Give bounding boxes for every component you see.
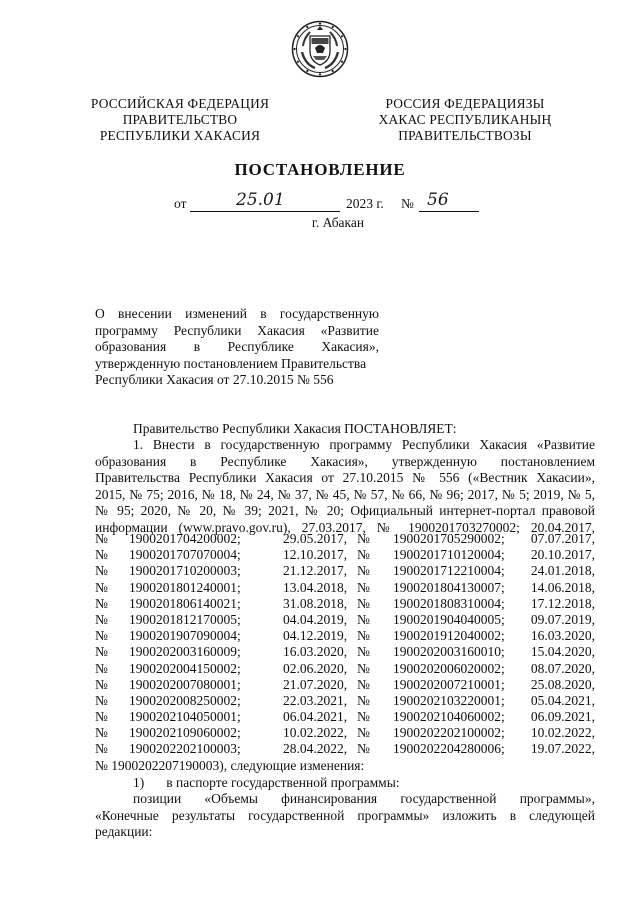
pub-number: 1900201705290002; — [393, 531, 505, 546]
publication-row — [95, 693, 595, 709]
pub-number: 1900201704200002; — [129, 531, 241, 546]
pub-date: 19.07.2022, — [530, 741, 595, 757]
pub-number: 1900201801240001; — [129, 579, 241, 595]
pub-date: 17.12.2018, — [530, 595, 595, 611]
publications-grid — [95, 531, 595, 758]
header-right-line-2: ХАКАС РЕСПУБЛИКАНЫҢ — [378, 112, 552, 127]
pub-number-sign: № — [95, 563, 108, 579]
publication-row — [95, 547, 595, 563]
subject-line: программу Республики Хакасия «Развитие — [95, 322, 379, 338]
pub-number-sign: № — [95, 709, 108, 725]
publication-row — [95, 628, 595, 644]
pub-number-sign: № — [357, 531, 370, 546]
pub-date: 24.01.2018, — [530, 563, 595, 579]
positions-line: редакции: — [95, 824, 153, 839]
pub-number: 1900201912040002; — [393, 628, 505, 644]
pub-number: 1900201904040005; — [393, 611, 505, 627]
pub-number-sign: № — [357, 725, 370, 741]
pub-number-sign: № — [357, 563, 370, 579]
publication-row — [95, 612, 595, 628]
pub-date: 05.04.2021, — [530, 692, 595, 708]
subject-block — [95, 306, 379, 389]
pub-number: 1900202003160009; — [129, 644, 241, 660]
pub-number-sign: № — [95, 741, 108, 757]
pub-number-sign: № — [95, 595, 108, 611]
item-1-line: образования в Республике Хакасия», утвержденную постановлением — [95, 453, 595, 469]
intro-paragraph: Правительство Республики Хакасия ПОСТАНОВЛЯЕТ: — [133, 421, 457, 436]
publication-row — [95, 709, 595, 725]
publication-row — [95, 677, 595, 693]
header-right-line-3: ПРАВИТЕЛЬСТВОЗЫ — [398, 128, 532, 143]
pub-number: 1900202007210001; — [393, 676, 505, 692]
number-label: № — [401, 196, 414, 211]
pub-date: 07.07.2017, — [530, 531, 595, 546]
item-1-line: 1. Внести в государственную программу Республики Хакасия «Развитие — [133, 437, 595, 452]
pub-number-sign: № — [357, 660, 370, 676]
pub-number-sign: № — [357, 595, 370, 611]
header-left-line-1: РОССИЙСКАЯ ФЕДЕРАЦИЯ — [90, 96, 270, 111]
item-1-line: 2015, № 75; 2016, № 18, № 24, № 37, № 45, № 57, № 66, № 96; 2017, № 5; 2019, № 5, — [95, 486, 595, 502]
positions-line: позиции «Объемы финансирования государственной программы», — [133, 791, 595, 806]
pub-number-sign: № — [95, 628, 108, 644]
pub-number-sign: № — [357, 547, 370, 563]
pub-date: 14.06.2018, — [530, 579, 595, 595]
pub-number: 1900202006020002; — [393, 660, 505, 676]
pub-number: 1900202204280006; — [393, 741, 505, 757]
header-left-line-3: РЕСПУБЛИКИ ХАКАСИЯ — [99, 128, 261, 143]
subject-line: О внесении изменений в государственную — [95, 306, 379, 321]
pub-number: 1900202004150002; — [129, 660, 241, 676]
publication-row — [95, 580, 595, 596]
pub-date: 09.07.2019, — [530, 611, 595, 627]
city: г. Абакан — [311, 215, 365, 230]
date-handwritten: 25.01 — [236, 190, 285, 210]
year-label: 2023 г. — [346, 196, 384, 211]
item-1-line: № 95; 2020, № 20, № 39; 2021, № 20; Официальный интернет-портал правовой — [95, 503, 595, 518]
pub-date: 12.10.2017, — [283, 547, 348, 563]
closing-line: № 1900202207190003), следующие изменения: — [95, 758, 365, 773]
publication-row — [95, 661, 595, 677]
pub-number: 1900201907090004; — [129, 628, 241, 644]
subitem-1 — [95, 775, 595, 792]
subject-line: образования в Республике Хакасия», — [95, 339, 379, 354]
pub-number-sign: № — [357, 709, 370, 725]
pub-number: 1900201710200003; — [129, 563, 241, 579]
pub-number-sign: № — [95, 579, 108, 595]
pub-date: 31.08.2018, — [283, 595, 348, 611]
publication-row — [95, 596, 595, 612]
pub-date: 06.04.2021, — [283, 709, 348, 725]
header-left-line-2: ПРАВИТЕЛЬСТВО — [122, 112, 238, 127]
publication-row — [95, 644, 595, 660]
pub-date: 13.04.2018, — [283, 579, 348, 595]
header-right — [360, 96, 570, 144]
pub-number-sign: № — [357, 741, 370, 757]
pub-number-sign: № — [95, 547, 108, 563]
publication-row — [95, 531, 595, 547]
subitem-1-text: в паспорте государственной программы: — [166, 774, 400, 790]
pub-date: 04.04.2019, — [283, 611, 348, 627]
pub-date: 10.02.2022, — [283, 725, 348, 741]
date-line — [0, 190, 640, 216]
pub-date: 02.06.2020, — [283, 660, 348, 676]
pub-number-sign: № — [357, 676, 370, 692]
pub-number: 1900202003160010; — [393, 644, 505, 660]
pub-number: 1900202008250002; — [129, 692, 241, 708]
pub-date: 29.05.2017, — [283, 531, 348, 546]
pub-number-sign: № — [357, 579, 370, 595]
pub-number: 1900202104050001; — [129, 709, 241, 725]
pub-date: 04.12.2019, — [283, 628, 348, 644]
pub-number: 1900202202100003; — [129, 741, 241, 757]
item-1-block — [95, 437, 595, 536]
subject-line: Республики Хакасия от 27.10.2015 № 556 — [95, 372, 334, 387]
pub-number: 1900202103220001; — [393, 692, 505, 708]
subitem-1-number: 1) — [133, 774, 145, 790]
pub-number: 1900201804130007; — [393, 579, 505, 595]
header-right-line-1: РОССИЯ ФЕДЕРАЦИЯЗЫ — [385, 96, 545, 111]
pub-number-sign: № — [357, 644, 370, 660]
pub-number: 1900201806140021; — [129, 595, 241, 611]
pub-number: 1900202007080001; — [129, 676, 241, 692]
pub-date: 25.08.2020, — [530, 676, 595, 692]
pub-number-sign: № — [95, 676, 108, 692]
header-left — [75, 96, 285, 144]
pub-number: 1900202202100002; — [393, 725, 505, 741]
number-underline — [419, 211, 479, 212]
positions-line: «Конечные результаты государственной программы» изложить в следующей — [95, 807, 595, 823]
pub-number-sign: № — [95, 725, 108, 741]
pub-date: 21.12.2017, — [283, 563, 348, 579]
pub-number: 1900201710120004; — [393, 547, 505, 563]
pub-date: 22.03.2021, — [283, 692, 348, 708]
publication-row — [95, 563, 595, 579]
item-1-line: Правительства Республики Хакасия от 27.10.2015 № 556 («Вестник Хакасии», — [95, 470, 595, 485]
item-1-line: информации (www.pravo.gov.ru), 27.03.2017, № 1900201703270002; 20.04.2017, — [95, 519, 595, 535]
date-underline — [190, 211, 340, 212]
pub-number-sign: № — [95, 644, 108, 660]
pub-number-sign: № — [95, 660, 108, 676]
body-intro — [95, 421, 595, 438]
pub-number-sign: № — [357, 628, 370, 644]
closing-block — [95, 758, 595, 841]
pub-number: 1900202109060002; — [129, 725, 241, 741]
pub-date: 08.07.2020, — [530, 660, 595, 676]
pub-date: 28.04.2022, — [283, 741, 348, 757]
pub-date: 06.09.2021, — [530, 709, 595, 725]
pub-number: 1900201808310004; — [393, 595, 505, 611]
pub-date: 16.03.2020, — [283, 644, 348, 660]
pub-number: 1900201712210004; — [393, 563, 505, 579]
number-handwritten: 56 — [427, 190, 449, 210]
coat-of-arms-icon — [291, 20, 349, 78]
pub-date: 20.10.2017, — [530, 547, 595, 563]
publication-row — [95, 741, 595, 757]
pub-number: 1900201812170005; — [129, 611, 241, 627]
pub-number-sign: № — [95, 531, 108, 546]
publication-row — [95, 725, 595, 741]
pub-number-sign: № — [357, 611, 370, 627]
pub-number: 1900201707070004; — [129, 547, 241, 563]
document-title: ПОСТАНОВЛЕНИЕ — [234, 160, 406, 179]
date-prefix: от — [174, 196, 187, 211]
pub-date: 16.03.2020, — [530, 628, 595, 644]
pub-date: 10.02.2022, — [530, 725, 595, 741]
pub-number: 1900202104060002; — [393, 709, 505, 725]
pub-date: 15.04.2020, — [530, 644, 595, 660]
subject-line: утвержденную постановлением Правительства — [95, 355, 367, 371]
pub-number-sign: № — [95, 692, 108, 708]
pub-number-sign: № — [95, 611, 108, 627]
pub-date: 21.07.2020, — [283, 676, 348, 692]
pub-number-sign: № — [357, 692, 370, 708]
